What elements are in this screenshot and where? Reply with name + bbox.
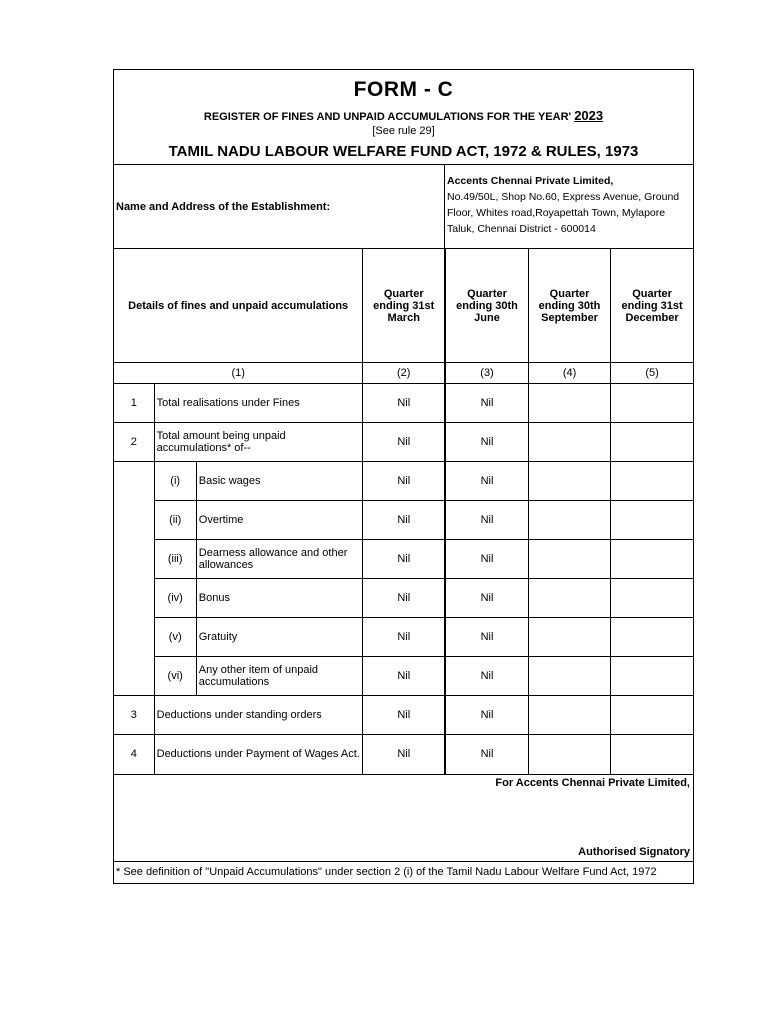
header-quarter-september: Quarter ending 30th September xyxy=(528,249,610,363)
sub-number: (i) xyxy=(154,462,196,501)
cell-q4 xyxy=(611,501,693,540)
form-subtitle xyxy=(114,108,693,123)
table-row xyxy=(114,462,693,501)
cell-q4 xyxy=(611,579,693,618)
table-row xyxy=(114,657,693,696)
subtitle-text: REGISTER OF FINES AND UNPAID ACCUMULATIONS FOR THE YEAR' xyxy=(203,111,572,123)
cell-q2: Nil xyxy=(445,540,528,579)
cell-q4 xyxy=(611,696,693,735)
cell-q2: Nil xyxy=(445,501,528,540)
cell-q1: Nil xyxy=(363,657,445,696)
row-label: Deductions under standing orders xyxy=(154,696,363,735)
col-number: (1) xyxy=(114,363,363,384)
header-quarter-march: Quarter ending 31st March xyxy=(363,249,445,363)
cell-q2: Nil xyxy=(445,579,528,618)
sub-number: (ii) xyxy=(154,501,196,540)
cell-q2: Nil xyxy=(445,735,528,774)
rule-reference: [See rule 29] xyxy=(372,125,435,137)
cell-q3 xyxy=(528,423,610,462)
table-row xyxy=(114,696,693,735)
table-row xyxy=(114,423,693,462)
address-line: Floor, Whites road,Royapettah Town, Mylapore xyxy=(447,207,666,219)
establishment-section xyxy=(114,165,693,249)
column-number-row xyxy=(114,363,693,384)
cell-q3 xyxy=(528,579,610,618)
cell-q4 xyxy=(611,657,693,696)
cell-q3 xyxy=(528,384,610,423)
row-number-blank xyxy=(114,462,154,696)
cell-q2: Nil xyxy=(445,423,528,462)
row-label: Dearness allowance and other allowances xyxy=(196,540,363,579)
col-number: (5) xyxy=(611,363,693,384)
authorised-signatory: Authorised Signatory xyxy=(578,845,690,858)
table-row xyxy=(114,384,693,423)
cell-q3 xyxy=(528,618,610,657)
cell-q1: Nil xyxy=(363,423,445,462)
address-line: Taluk, Chennai District - 600014 xyxy=(447,223,596,235)
cell-q1: Nil xyxy=(363,384,445,423)
cell-q1: Nil xyxy=(363,462,445,501)
row-number: 1 xyxy=(114,384,154,423)
col-number: (2) xyxy=(363,363,445,384)
form-c-document xyxy=(113,69,694,884)
cell-q3 xyxy=(528,696,610,735)
cell-q3 xyxy=(528,501,610,540)
cell-q2: Nil xyxy=(445,657,528,696)
cell-q3 xyxy=(528,657,610,696)
row-label: Basic wages xyxy=(196,462,363,501)
row-number: 3 xyxy=(114,696,154,735)
cell-q2: Nil xyxy=(445,696,528,735)
row-label: Deductions under Payment of Wages Act. xyxy=(154,735,363,774)
table-row xyxy=(114,501,693,540)
cell-q3 xyxy=(528,462,610,501)
table-row xyxy=(114,618,693,657)
establishment-name: Accents Chennai Private Limited, xyxy=(447,175,614,187)
cell-q4 xyxy=(611,735,693,774)
cell-q4 xyxy=(611,423,693,462)
col-number: (4) xyxy=(528,363,610,384)
establishment-value xyxy=(444,165,693,248)
address-line: No.49/50L, Shop No.60, Express Avenue, Ground xyxy=(447,191,680,203)
cell-q3 xyxy=(528,735,610,774)
cell-q4 xyxy=(611,384,693,423)
header-quarter-december: Quarter ending 31st December xyxy=(611,249,693,363)
row-label: Bonus xyxy=(196,579,363,618)
cell-q1: Nil xyxy=(363,735,445,774)
row-label: Overtime xyxy=(196,501,363,540)
table-row xyxy=(114,540,693,579)
cell-q1: Nil xyxy=(363,696,445,735)
sub-number: (iii) xyxy=(154,540,196,579)
cell-q4 xyxy=(611,618,693,657)
cell-q1: Nil xyxy=(363,579,445,618)
sub-number: (iv) xyxy=(154,579,196,618)
form-title: FORM - C xyxy=(353,78,454,101)
cell-q2: Nil xyxy=(445,384,528,423)
fines-table xyxy=(114,249,693,774)
row-label: Any other item of unpaid accumulations xyxy=(196,657,363,696)
cell-q4 xyxy=(611,540,693,579)
row-label: Total realisations under Fines xyxy=(154,384,363,423)
cell-q4 xyxy=(611,462,693,501)
company-signature-line: For Accents Chennai Private Limited, xyxy=(495,776,690,789)
sub-number: (vi) xyxy=(154,657,196,696)
table-row xyxy=(114,579,693,618)
cell-q2: Nil xyxy=(445,462,528,501)
cell-q3 xyxy=(528,540,610,579)
cell-q1: Nil xyxy=(363,501,445,540)
table-row xyxy=(114,735,693,774)
form-header xyxy=(114,70,693,165)
footnote: * See definition of "Unpaid Accumulations" under section 2 (i) of the Tamil Nadu Labour Welfare Fund Act, 1972 xyxy=(114,861,693,883)
row-number: 2 xyxy=(114,423,154,462)
row-number: 4 xyxy=(114,735,154,774)
header-details: Details of fines and unpaid accumulations xyxy=(114,249,363,363)
row-label: Gratuity xyxy=(196,618,363,657)
cell-q1: Nil xyxy=(363,540,445,579)
col-number: (3) xyxy=(445,363,528,384)
cell-q2: Nil xyxy=(445,618,528,657)
table-header-row xyxy=(114,249,693,363)
act-title: TAMIL NADU LABOUR WELFARE FUND ACT, 1972 & RULES, 1973 xyxy=(168,143,639,160)
row-label: Total amount being unpaid accumulations* of-- xyxy=(154,423,363,462)
establishment-label: Name and Address of the Establishment: xyxy=(116,200,331,213)
signature-block xyxy=(114,774,693,861)
cell-q1: Nil xyxy=(363,618,445,657)
form-year: 2023 xyxy=(574,108,604,123)
header-quarter-june: Quarter ending 30th June xyxy=(445,249,528,363)
sub-number: (v) xyxy=(154,618,196,657)
